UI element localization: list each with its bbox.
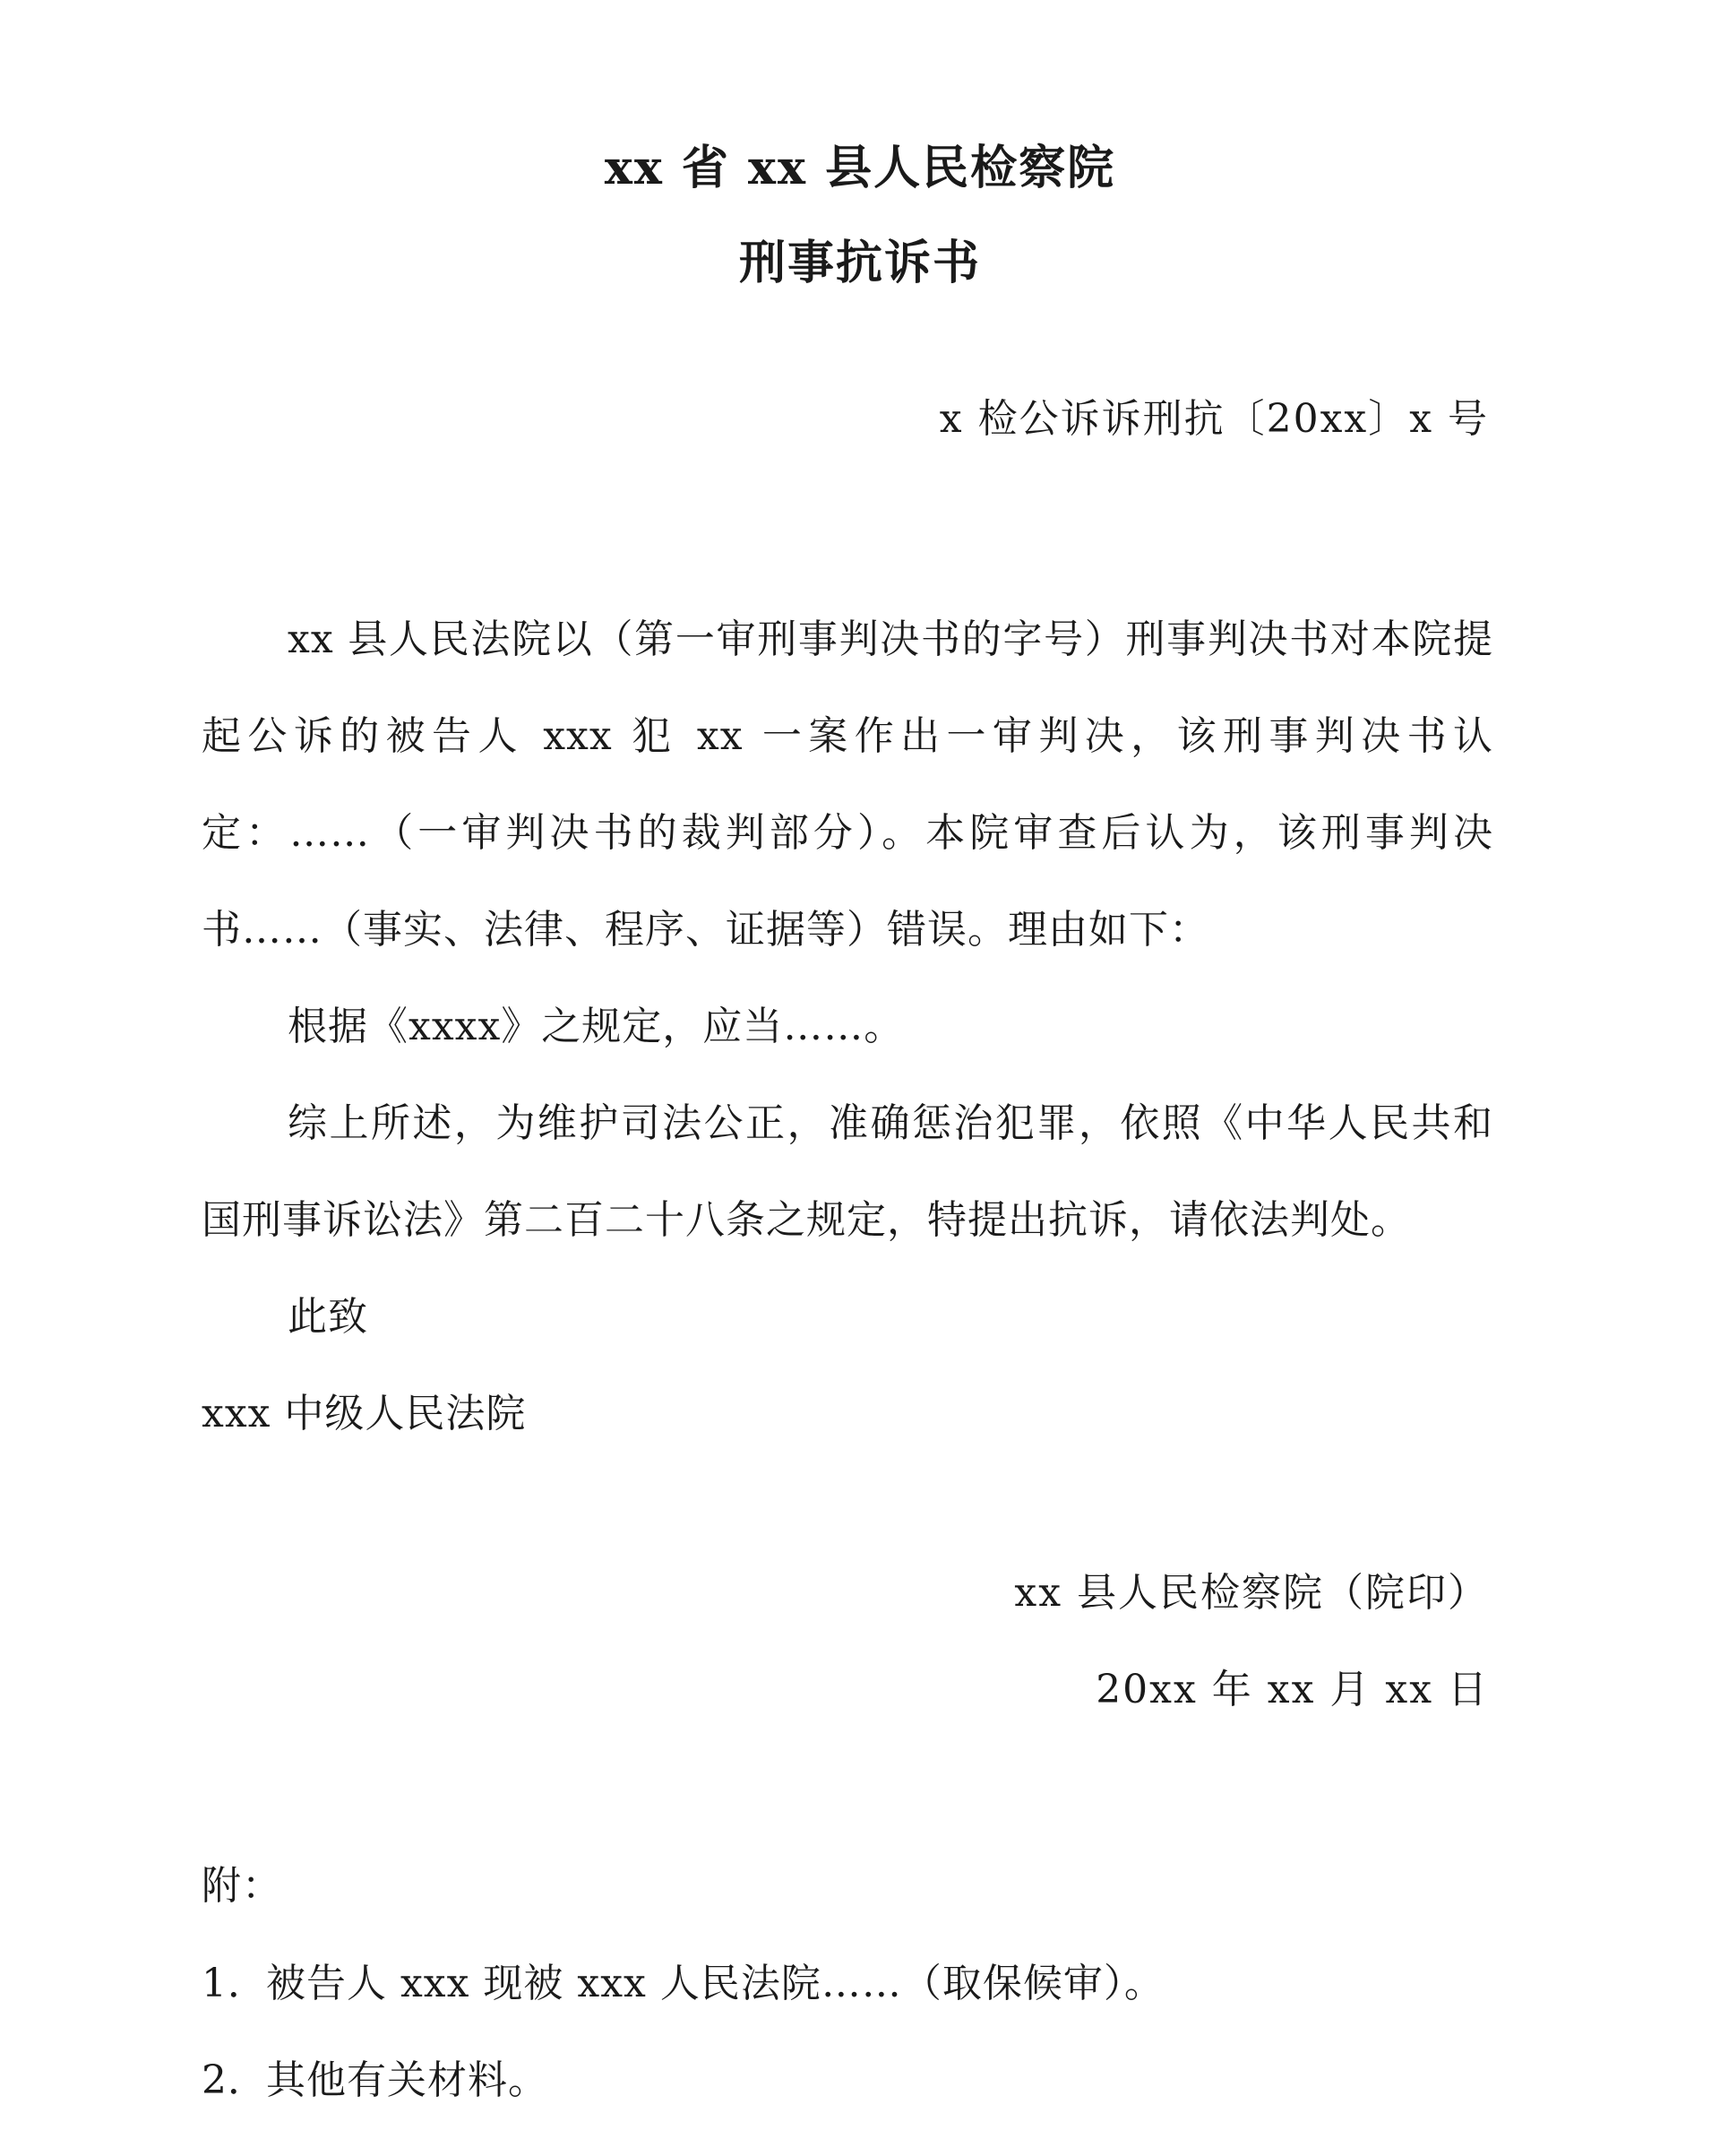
attachment-item-number: 2． xyxy=(202,2057,268,2103)
attachment-item xyxy=(202,2056,548,2106)
recipient-court: xxx 中级人民法院 xyxy=(202,1391,527,1436)
signature-date: 20xx 年 xx 月 xx 日 xyxy=(1096,1667,1489,1712)
signature-organization: xx 县人民检察院（院印） xyxy=(1014,1570,1489,1616)
attachment-item-number: 1． xyxy=(202,1961,268,2006)
attachment-label: 附： xyxy=(202,1863,282,1909)
paragraph-judgment-summary: xx 县人民法院以（第一审刑事判决书的字号）刑事判决书对本院提起公诉的被告人 xxx 犯 xx 一案作出一审判决，该刑事判决书认定：……（一审判决书的裁判部分）。本院审查后认为，该刑事判决书……（事实、法律、程序、证据等）错误。理由如下： xyxy=(202,617,1493,953)
document-number: x 检公诉诉刑抗〔20xx〕x 号 xyxy=(939,396,1489,442)
paragraph-salutation: 此致 xyxy=(288,1294,368,1340)
attachment-item-text: 被告人 xxx 现被 xxx 人民法院……（取保候审）。 xyxy=(266,1961,1165,2006)
paragraph-conclusion: 综上所述，为维护司法公正，准确惩治犯罪，依照《中华人民共和国刑事诉讼法》第二百二十八条之规定，特提出抗诉，请依法判处。 xyxy=(202,1100,1493,1243)
document-title-type: 刑事抗诉书 xyxy=(738,236,981,290)
attachment-item-text: 其他有关材料。 xyxy=(266,2057,548,2103)
document-title-organization: xx 省 xx 县人民检察院 xyxy=(604,141,1116,195)
attachment-item xyxy=(202,1959,1165,2009)
document-body xyxy=(202,591,1493,1462)
paragraph-legal-basis: 根据《xxxx》之规定，应当……。 xyxy=(288,1004,905,1049)
